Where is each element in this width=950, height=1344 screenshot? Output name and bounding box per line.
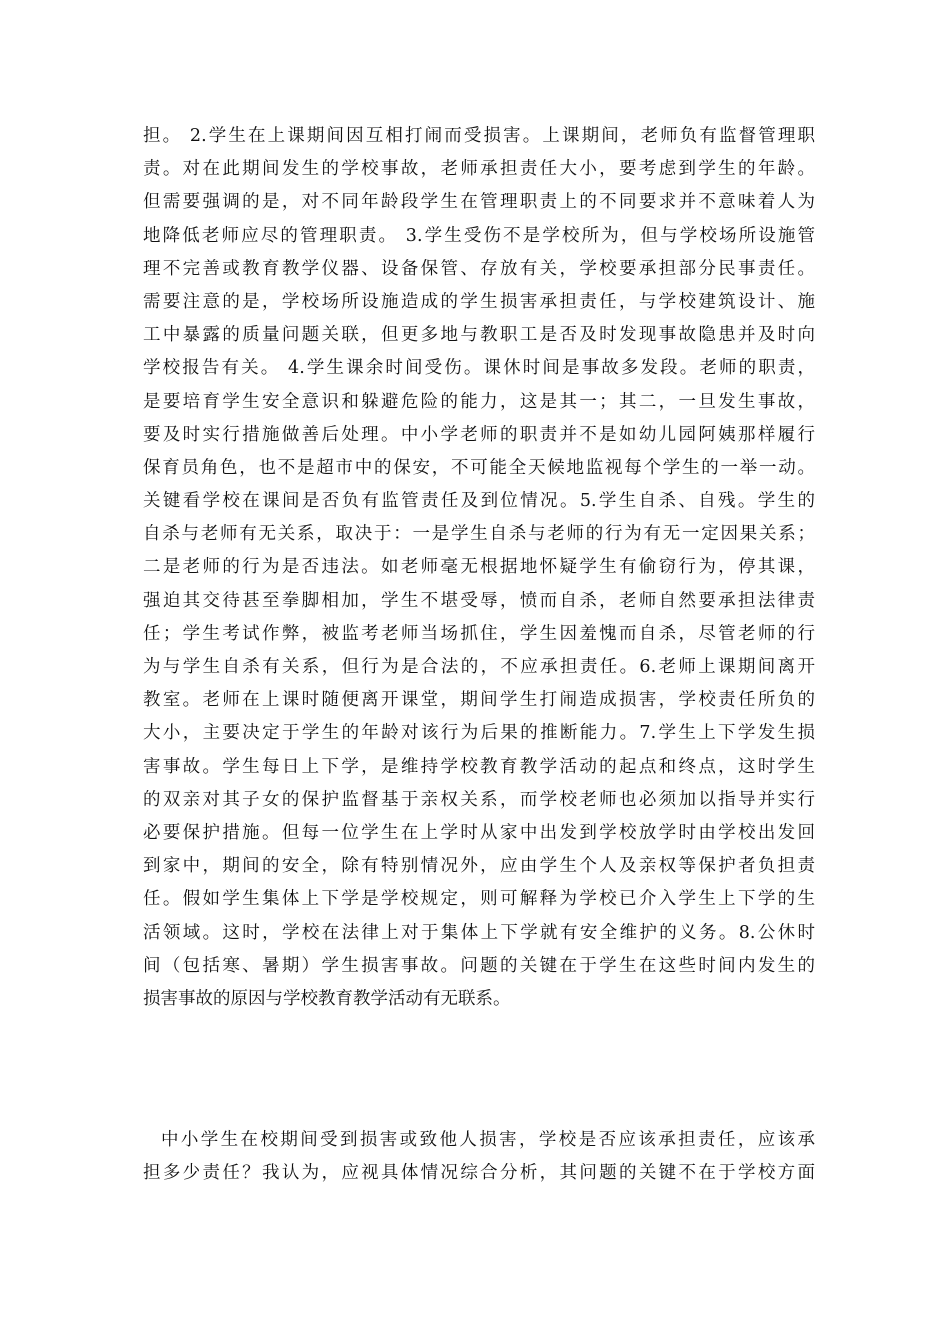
text-line: 强迫其交待甚至拳脚相加，学生不堪受辱，愤而自杀，老师自然要承担法律责 bbox=[143, 590, 815, 611]
text-line: 但需要强调的是，对不同年龄段学生在管理职责上的不同要求并不意味着人为 bbox=[143, 192, 815, 213]
text-line: 保育员角色，也不是超市中的保安，不可能全天候地监视每个学生的一举一动。 bbox=[143, 457, 815, 478]
text-line: 需要注意的是，学校场所设施造成的学生损害承担责任，与学校建筑设计、施 bbox=[143, 291, 815, 312]
text-line: 理不完善或教育教学仪器、设备保管、存放有关，学校要承担部分民事责任。 bbox=[143, 258, 815, 279]
text-line: 为与学生自杀有关系，但行为是合法的，不应承担责任。6.老师上课期间离开 bbox=[143, 657, 815, 677]
text-line: 必要保护措施。但每一位学生在上学时从家中出发到学校放学时由学校出发回 bbox=[143, 822, 815, 843]
text-line: 担。 2.学生在上课期间因互相打闹而受损害。上课期间，老师负有监督管理职 bbox=[143, 126, 815, 146]
text-line: 责。对在此期间发生的学校事故，老师承担责任大小，要考虑到学生的年龄。 bbox=[143, 159, 815, 180]
text-line: 关键看学校在课间是否负有监管责任及到位情况。5.学生自杀、自残。学生的 bbox=[143, 491, 815, 512]
text-line: 二是老师的行为是否违法。如老师毫无根据地怀疑学生有偷窃行为，停其课， bbox=[143, 557, 815, 578]
text-line: 是要培育学生安全意识和躲避危险的能力，这是其一；其二，一旦发生事故， bbox=[143, 391, 815, 412]
text-line: 地降低老师应尽的管理职责。 3.学生受伤不是学校所为，但与学校场所设施管 bbox=[143, 225, 815, 246]
text-line: 工中暴露的质量问题关联，但更多地与教职工是否及时发现事故隐患并及时向 bbox=[143, 325, 815, 346]
text-line: 大小，主要决定于学生的年龄对该行为后果的推断能力。7.学生上下学发生损 bbox=[143, 723, 815, 744]
text-line: 间（包括寒、暑期）学生损害事故。问题的关键在于学生在这些时间内发生的 bbox=[143, 955, 815, 976]
text-line: 任；学生考试作弊，被监考老师当场抓住，学生因羞愧而自杀，尽管老师的行 bbox=[143, 623, 815, 644]
text-line: 的双亲对其子女的保护监督基于亲权关系，而学校老师也必须加以指导并实行 bbox=[143, 789, 815, 810]
text-line: 学校报告有关。 4.学生课余时间受伤。课休时间是事故多发段。老师的职责， bbox=[143, 358, 815, 379]
text-line: 害事故。学生每日上下学，是维持学校教育教学活动的起点和终点，这时学生 bbox=[143, 756, 815, 777]
text-line: 自杀与老师有无关系，取决于：一是学生自杀与老师的行为有无一定因果关系； bbox=[143, 524, 815, 545]
text-line: 损害事故的原因与学校教育教学活动有无联系。 bbox=[143, 988, 511, 1009]
text-line: 教室。老师在上课时随便离开课堂，期间学生打闹造成损害，学校责任所负的 bbox=[143, 690, 815, 711]
body-paragraph-2 bbox=[143, 1124, 815, 1190]
text-line: 担多少责任？我认为，应视具体情况综合分析，其问题的关键不在于学校方面 bbox=[143, 1163, 815, 1184]
text-line: 要及时实行措施做善后处理。中小学老师的职责并不是如幼儿园阿姨那样履行 bbox=[143, 424, 815, 445]
text-line: 活领域。这时，学校在法律上对于集体上下学就有安全维护的义务。8.公休时 bbox=[143, 922, 815, 943]
text-line: 中小学生在校期间受到损害或致他人损害，学校是否应该承担责任，应该承 bbox=[161, 1130, 815, 1150]
body-paragraph-1 bbox=[143, 120, 815, 1016]
text-line: 任。假如学生集体上下学是学校规定，则可解释为学校已介入学生上下学的生 bbox=[143, 889, 815, 910]
text-line: 到家中，期间的安全，除有特别情况外，应由学生个人及亲权等保护者负担责 bbox=[143, 856, 815, 877]
